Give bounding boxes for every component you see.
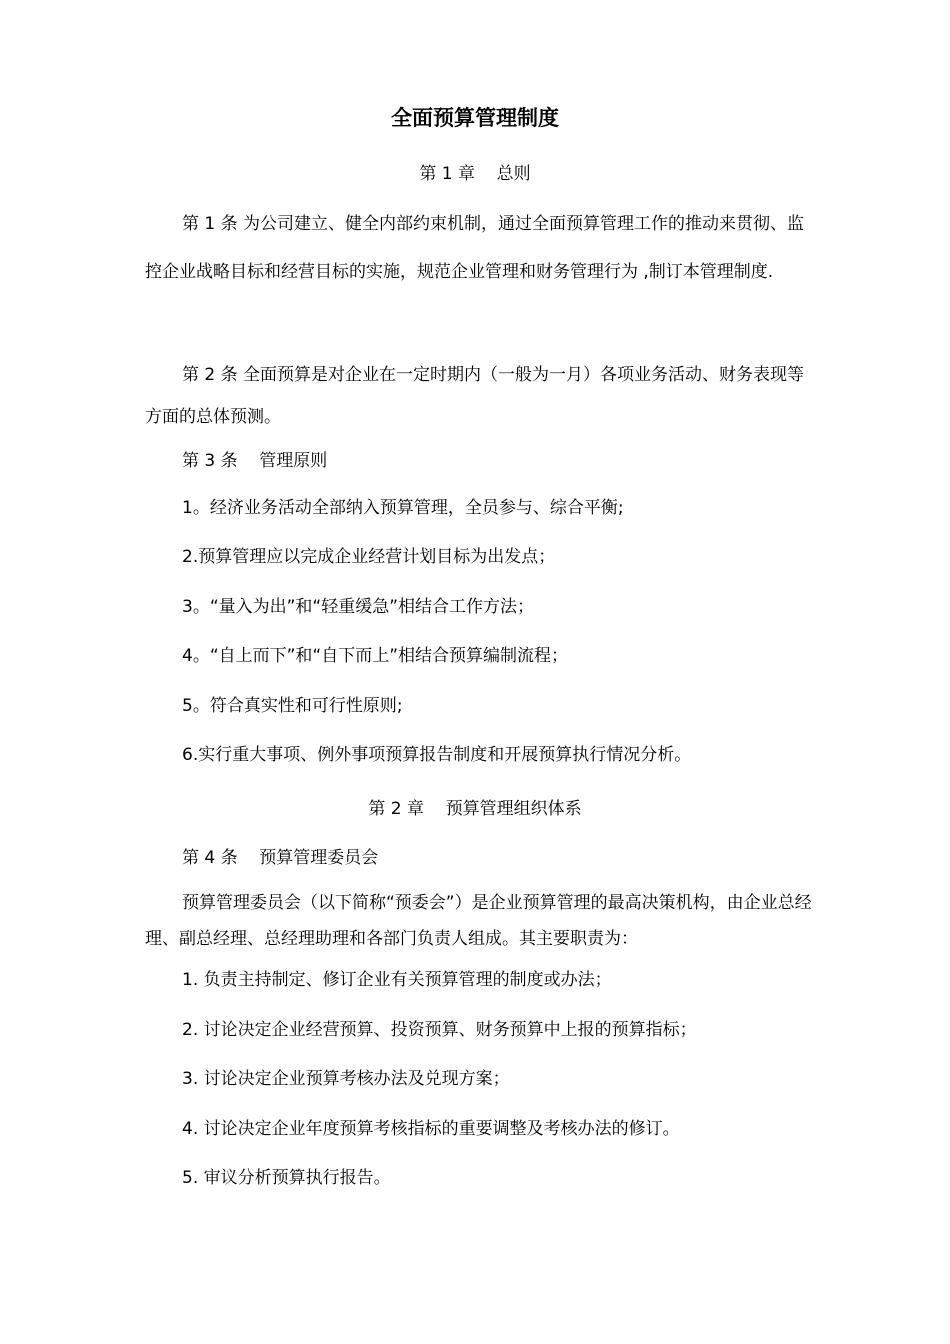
principle-item: 2.预算管理应以完成企业经营计划目标为出发点； (182, 547, 556, 567)
chapter-2-heading: 第 2 章 预算管理组织体系 (368, 799, 582, 819)
article-2-paragraph: 第 2 条 全面预算是对企业在一定时期内（一般为一月）各项业务活动、财务表现等方面的总体预测。 (145, 365, 805, 427)
principle-item: 5。符合真实性和可行性原则; (182, 696, 403, 716)
duty-item: 4. 讨论决定企业年度预算考核指标的重要调整及考核办法的修订。 (182, 1119, 680, 1139)
duty-item: 2. 讨论决定企业经营预算、投资预算、财务预算中上报的预算指标； (182, 1020, 697, 1040)
principle-item: 3。“量入为出”和“轻重缓急”相结合工作方法； (182, 597, 535, 617)
principle-item: 6.实行重大事项、例外事项预算报告制度和开展预算执行情况分析。 (182, 745, 692, 765)
duty-item: 1. 负责主持制定、修订企业有关预算管理的制度或办法； (182, 970, 612, 990)
article-4-heading: 第 4 条 预算管理委员会 (182, 848, 379, 868)
committee-description: 预算管理委员会（以下简称“预委会”）是企业预算管理的最高决策机构，由企业总经理、副总经理、总经理助理和各部门负责人组成。其主要职责为： (145, 893, 812, 949)
duty-item: 3. 讨论决定企业预算考核办法及兑现方案； (182, 1069, 510, 1089)
principle-item: 4。“自上而下”和“自下而上”相结合预算编制流程； (182, 646, 569, 666)
chapter-1-heading: 第 1 章 总则 (419, 164, 531, 184)
article-3-heading: 第 3 条 管理原则 (182, 451, 328, 471)
article-1-paragraph: 第 1 条 为公司建立、健全内部约束机制，通过全面预算管理工作的推动来贯彻、监控企业战略目标和经营目标的实施，规范企业管理和财务管理行为 ,制订本管理制度. (145, 214, 805, 282)
duty-item: 5. 审议分析预算执行报告。 (182, 1168, 391, 1188)
principle-item: 1。经济业务活动全部纳入预算管理，全员参与、综合平衡; (182, 498, 624, 518)
document-title: 全面预算管理制度 (391, 106, 559, 130)
